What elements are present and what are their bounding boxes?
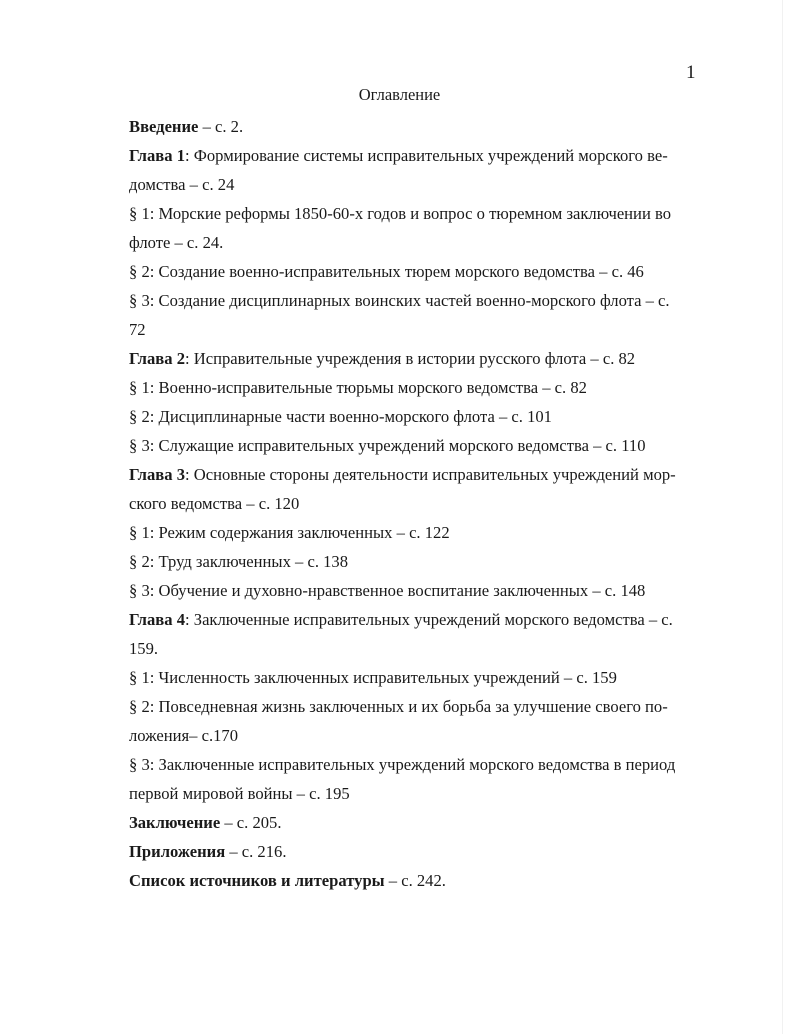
toc-entry-text: § 1: Численность заключенных исправительных учреждений – с. 159 xyxy=(129,668,617,687)
page-number: 1 xyxy=(686,62,696,83)
toc-entry-chapter-2 xyxy=(129,344,694,373)
toc-entry-ch1-section-3-cont xyxy=(129,315,694,344)
toc-entry-chapter-4 xyxy=(129,605,694,634)
toc-entry-chapter-1-cont xyxy=(129,170,694,199)
toc-entry-text: : Формирование системы исправительных учреждений морского ве- xyxy=(185,146,668,165)
toc-entry-text: § 1: Режим содержания заключенных – с. 122 xyxy=(129,523,450,542)
toc-entry-text: флоте – с. 24. xyxy=(129,233,224,252)
toc-entry-ch1-section-1-cont xyxy=(129,228,694,257)
toc-entry-text: – с. 242. xyxy=(384,871,446,890)
toc-entry-text: 159. xyxy=(129,639,159,658)
toc-entry-text: § 1: Морские реформы 1850-60-х годов и вопрос о тюремном заключении во xyxy=(129,204,671,223)
toc-entry-text: § 3: Служащие исправительных учреждений морского ведомства – с. 110 xyxy=(129,436,646,455)
toc-entry-text: § 2: Повседневная жизнь заключенных и их борьба за улучшение своего по- xyxy=(129,697,668,716)
toc-entry-text: первой мировой войны – с. 195 xyxy=(129,784,350,803)
toc-entry-ch4-section-2-cont xyxy=(129,721,694,750)
toc-entry-ch4-section-3 xyxy=(129,750,694,779)
toc-entry-chapter-3 xyxy=(129,460,694,489)
toc-entry-appendices xyxy=(129,837,694,866)
toc-entry-ch1-section-2 xyxy=(129,257,694,286)
toc-entry-text: : Основные стороны деятельности исправительных учреждений мор- xyxy=(185,465,676,484)
toc-entry-chapter-4-cont xyxy=(129,634,694,663)
page-title-text: Оглавление xyxy=(358,85,441,104)
page-title xyxy=(0,85,799,105)
toc-entry-text: : Исправительные учреждения в истории русского флота – с. 82 xyxy=(185,349,636,368)
toc-entry-heading: Введение xyxy=(129,117,199,136)
toc-entry-heading: Список источников и литературы xyxy=(129,871,385,890)
toc-entry-text: ского ведомства – с. 120 xyxy=(129,494,300,513)
toc-entry-text: § 2: Создание военно-исправительных тюрем морского ведомства – с. 46 xyxy=(129,262,644,281)
toc-entry-ch3-section-2 xyxy=(129,547,694,576)
toc-entry-conclusion xyxy=(129,808,694,837)
toc-entry-chapter-1 xyxy=(129,141,694,170)
toc-entry-text: 72 xyxy=(129,320,146,339)
toc-entry-heading: Глава 4 xyxy=(129,610,185,629)
toc-entry-text: ложения– с.170 xyxy=(129,726,239,745)
scan-edge-line xyxy=(782,0,783,1034)
toc-entry-text: – с. 216. xyxy=(225,842,287,861)
toc-entry-heading: Приложения xyxy=(129,842,226,861)
toc-entry-heading: Глава 1 xyxy=(129,146,185,165)
toc-entry-text: – с. 2. xyxy=(198,117,244,136)
toc-entry-ch1-section-3 xyxy=(129,286,694,315)
toc-entry-text: : Заключенные исправительных учреждений морского ведомства – с. xyxy=(185,610,673,629)
toc-entry-text: § 3: Заключенные исправительных учреждений морского ведомства в период xyxy=(129,755,676,774)
toc-entry-ch2-section-3 xyxy=(129,431,694,460)
toc-entry-ch4-section-3-cont xyxy=(129,779,694,808)
toc-entry-ch3-section-1 xyxy=(129,518,694,547)
toc-entry-text: § 2: Дисциплинарные части военно-морского флота – с. 101 xyxy=(129,407,552,426)
toc-entry-ch2-section-2 xyxy=(129,402,694,431)
toc-entry-text: домства – с. 24 xyxy=(129,175,235,194)
toc-entry-ch3-section-3 xyxy=(129,576,694,605)
toc-entry-text: – с. 205. xyxy=(220,813,282,832)
toc-entry-text: § 3: Создание дисциплинарных воинских частей военно-морского флота – с. xyxy=(129,291,670,310)
toc-entry-ch4-section-2 xyxy=(129,692,694,721)
toc-entry-ch1-section-1 xyxy=(129,199,694,228)
toc-entry-heading: Заключение xyxy=(129,813,221,832)
toc-entry-bibliography xyxy=(129,866,694,895)
toc-entry-ch2-section-1 xyxy=(129,373,694,402)
toc-entry-text: § 1: Военно-исправительные тюрьмы морского ведомства – с. 82 xyxy=(129,378,587,397)
toc-entry-heading: Глава 3 xyxy=(129,465,185,484)
toc-entry-text: § 2: Труд заключенных – с. 138 xyxy=(129,552,349,571)
table-of-contents xyxy=(129,112,694,895)
toc-entry-heading: Глава 2 xyxy=(129,349,185,368)
toc-entry-introduction xyxy=(129,112,694,141)
toc-entry-ch4-section-1 xyxy=(129,663,694,692)
toc-entry-text: § 3: Обучение и духовно-нравственное воспитание заключенных – с. 148 xyxy=(129,581,646,600)
toc-entry-chapter-3-cont xyxy=(129,489,694,518)
